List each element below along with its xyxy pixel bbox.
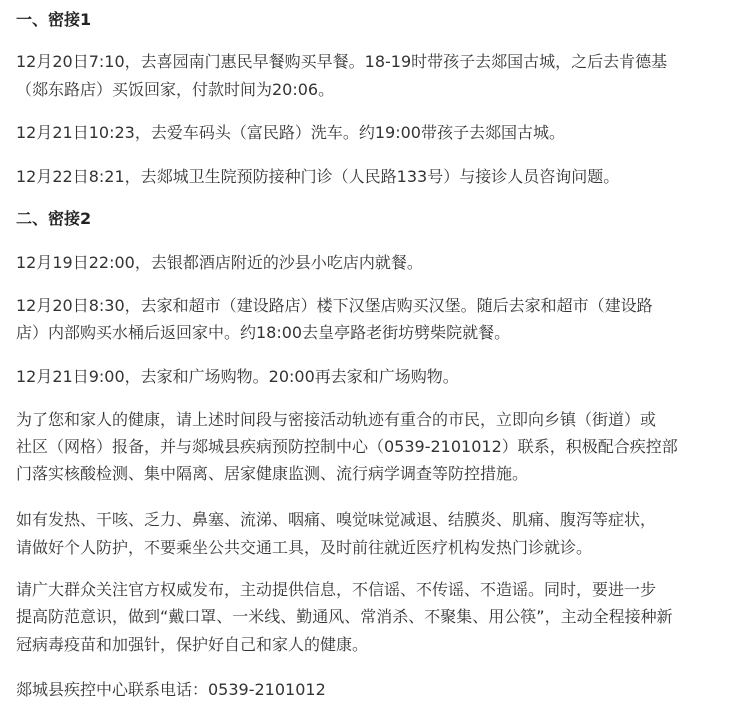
section-2-paragraph-2-line-1: 12月20日8:30，去家和超市（建设路店）楼下汉堡店购买汉堡。随后去家和超市（建设路: [16, 296, 653, 315]
notice-2-line-2: 请做好个人防护，不要乘坐公共交通工具，及时前往就近医疗机构发热门诊就诊。: [16, 538, 593, 557]
notice-3-line-3: 冠病毒疫苗和加强针，保护好自己和家人的健康。: [16, 635, 369, 654]
section-2-heading: 二、密接2: [16, 209, 92, 228]
notice-3-line-1: 请广大群众关注官方权威发布，主动提供信息，不信谣、不传谣、不造谣。同时，要进一步: [16, 580, 657, 599]
section-1-paragraph-1-line-1: 12月20日7:10，去喜园南门惠民早餐购买早餐。18-19时带孩子去郯国古城，之后去肯德基: [16, 52, 668, 71]
section-2-paragraph-2-line-2: 店）内部购买水桶后返回家中。约18:00去皇亭路老街坊劈柴院就餐。: [16, 323, 511, 342]
notice-1-line-2: 社区（网格）报备，并与郯城县疾病预防控制中心（0539-2101012）联系，积极配合疾控部: [16, 437, 678, 456]
section-2-paragraph-1: 12月19日22:00，去银都酒店附近的沙县小吃店内就餐。: [16, 253, 423, 272]
notice-2-line-1: 如有发热、干咳、乏力、鼻塞、流涕、咽痛、嗅觉味觉减退、结膜炎、肌痛、腹泻等症状，: [16, 510, 657, 529]
section-1-paragraph-3: 12月22日8:21，去郯城卫生院预防接种门诊（人民路133号）与接诊人员咨询问题。: [16, 167, 620, 186]
section-1-paragraph-2: 12月21日10:23，去爱车码头（富民路）洗车。约19:00带孩子去郯国古城。: [16, 123, 565, 142]
section-2-paragraph-3: 12月21日9:00，去家和广场购物。20:00再去家和广场购物。: [16, 367, 459, 386]
notice-1-line-1: 为了您和家人的健康，请上述时间段与密接活动轨迹有重合的市民，立即向乡镇（街道）或: [16, 410, 657, 429]
section-1-paragraph-1-line-2: （郯东路店）买饭回家，付款时间为20:06。: [16, 80, 335, 99]
notice-3-line-2: 提高防范意识，做到“戴口罩、一米线、勤通风、常消杀、不聚集、用公筷”，主动全程接种新: [16, 607, 673, 626]
notice-1-line-3: 门落实核酸检测、集中隔离、居家健康监测、流行病学调查等防控措施。: [16, 464, 529, 483]
section-1-heading: 一、密接1: [16, 10, 92, 29]
contact-line: 郯城县疾控中心联系电话：0539-2101012: [16, 680, 326, 699]
